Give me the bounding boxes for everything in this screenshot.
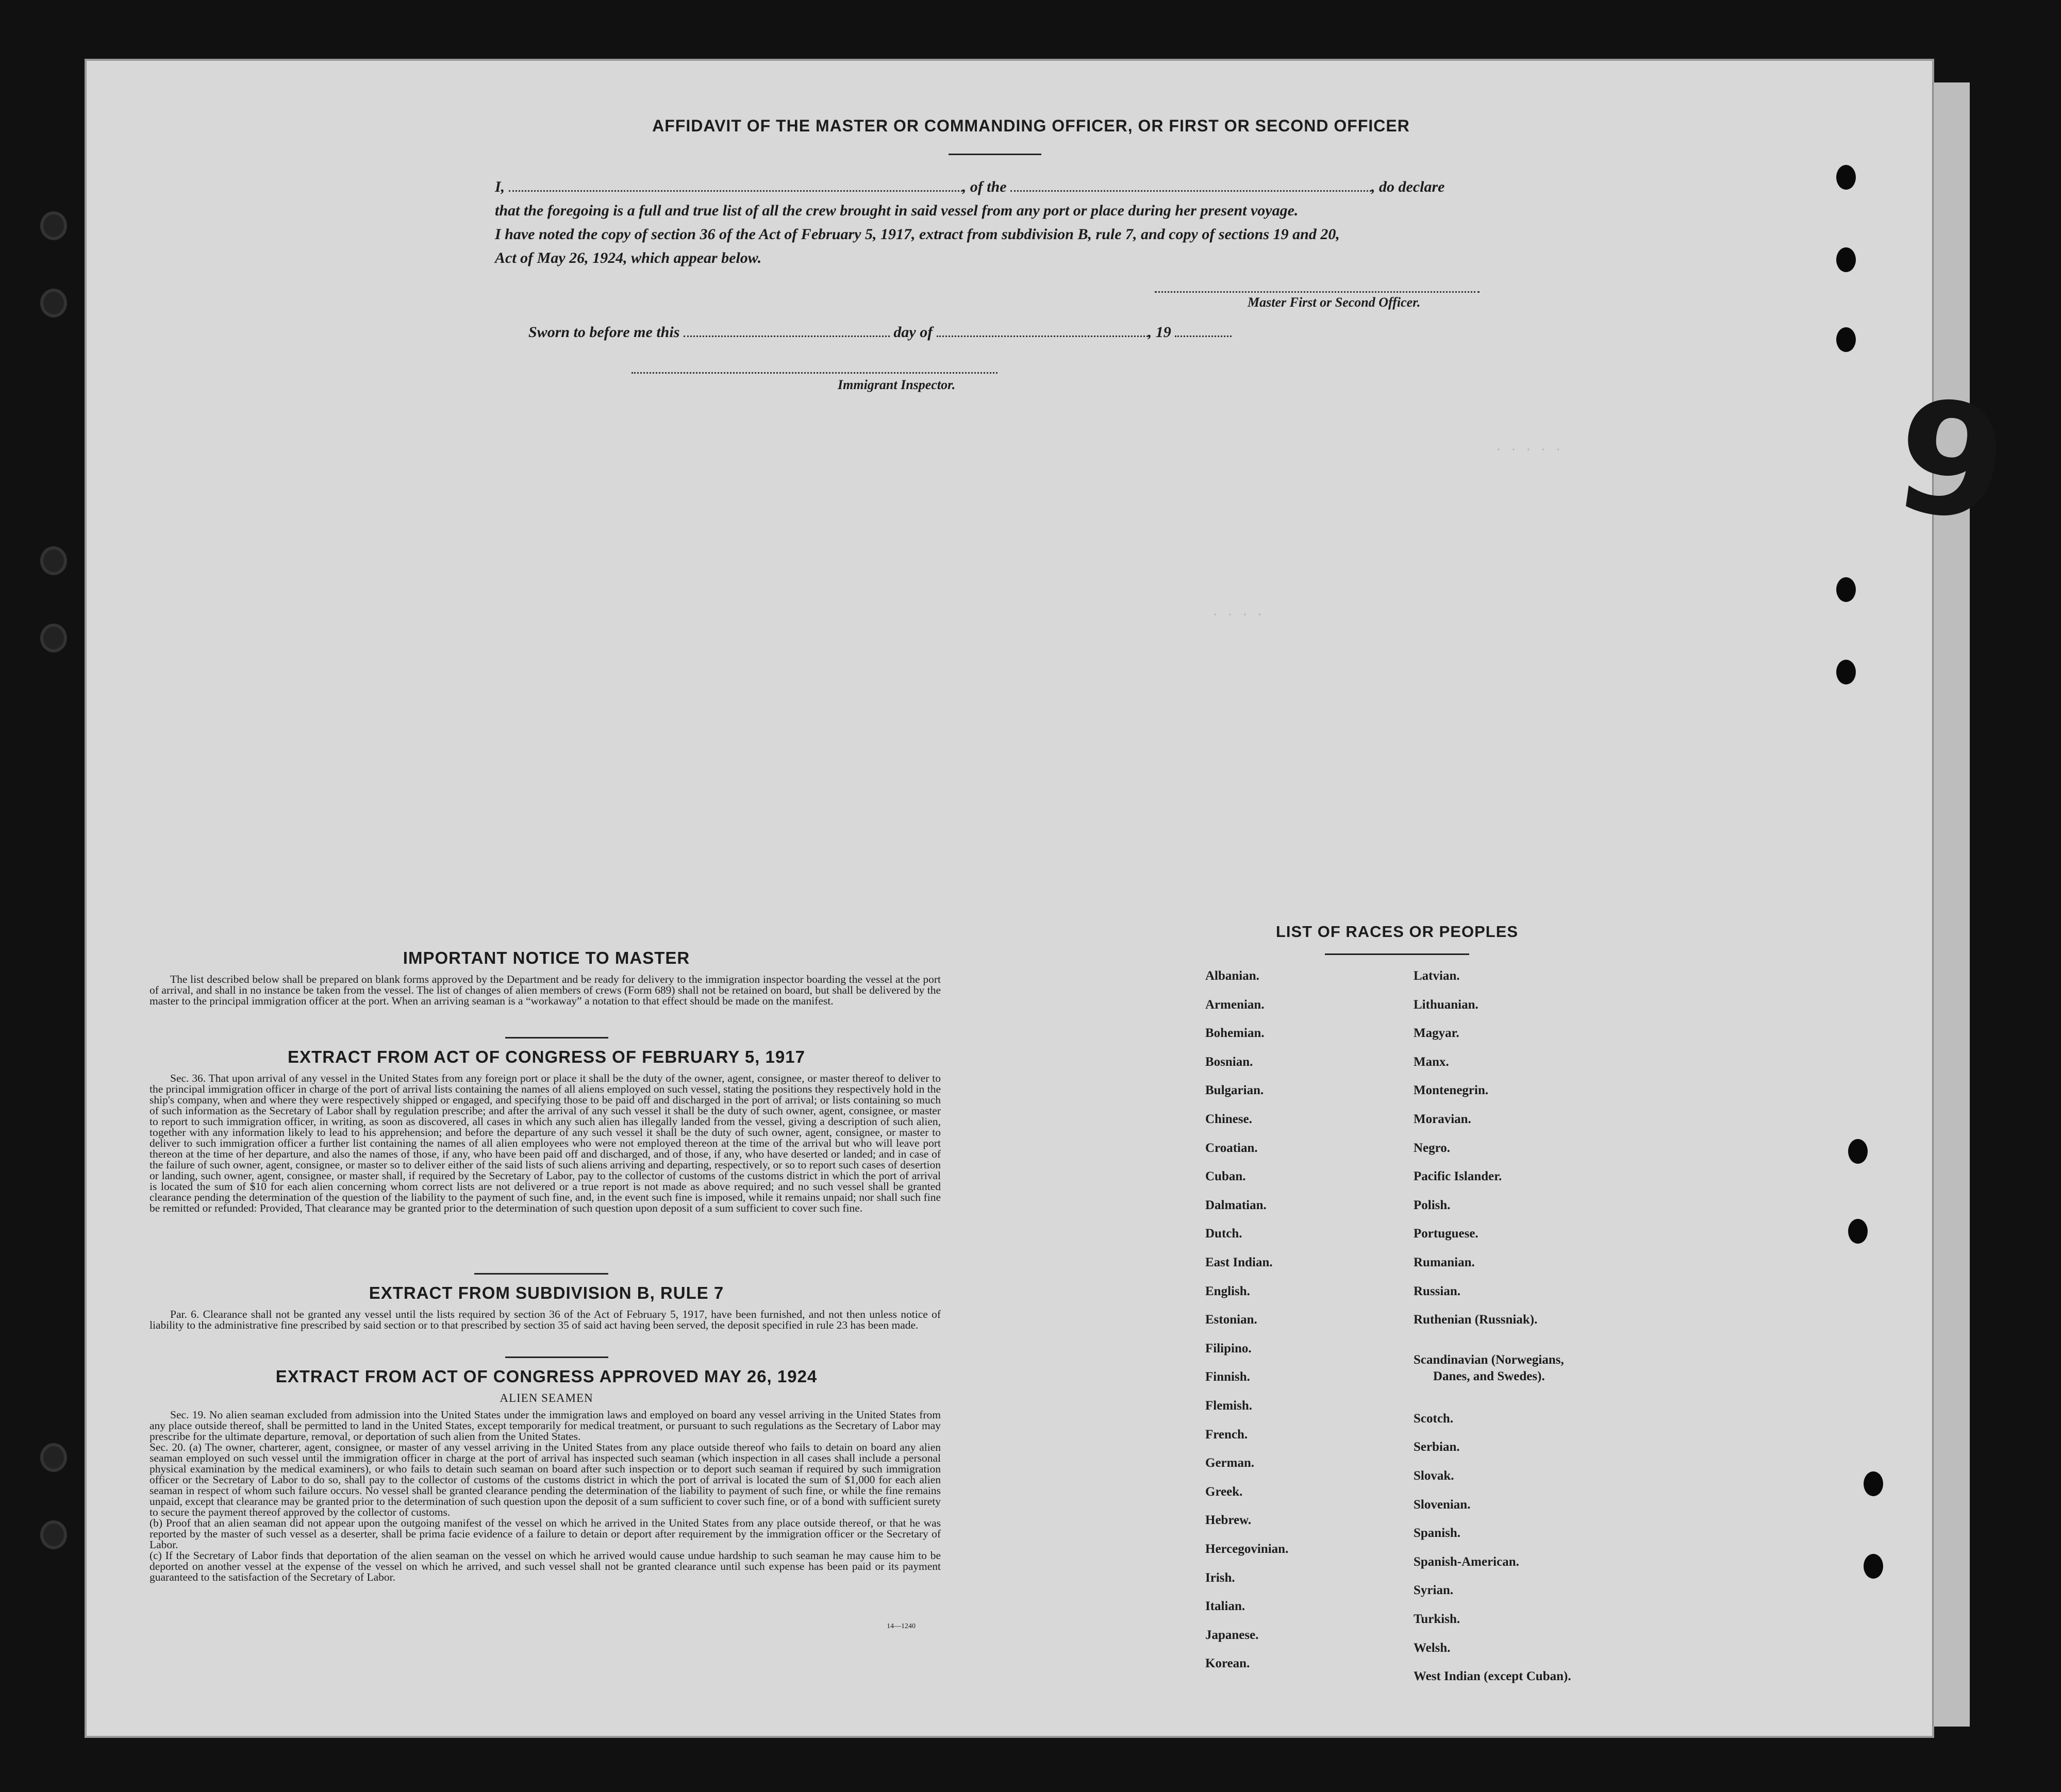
affidavit-declare: , do declare [1371,178,1445,195]
binder-ring [40,546,67,575]
race-item: Estonian. [1205,1313,1257,1327]
race-item: Manx. [1414,1054,1449,1069]
race-item: Danes, and Swedes). [1433,1369,1545,1383]
race-item: Chinese. [1205,1112,1252,1126]
binder-ring [40,624,67,652]
race-item: Portuguese. [1414,1227,1478,1241]
affidavit-of-the: , of the [962,178,1007,195]
race-item: Finnish. [1205,1370,1250,1384]
handwritten-number: 9 [1885,364,2017,558]
act-1924-subtitle: ALIEN SEAMEN [500,1392,593,1404]
race-item: Croatian. [1205,1141,1258,1155]
race-item: Moravian. [1414,1112,1471,1126]
act-1924-text: Sec. 19. No alien seaman excluded from admission into the United States under the immigration laws and employed on board any vessel arriving in the United States from any place outside thereof, shall be permitted to land in the United States, except temporarily for medical treatment, or pursuant to such regulations as the Secretary of Labor may prescribe for the ultimate departure, removal, or deportation of such alien from the United States. Sec. 20. (a) The owner, charterer, agent, consignee, or master of any vessel arriving in the United States from any place outside thereof who fails to detain on board any alien seaman employed on such vessel until the immigration officer in charge at the port of arrival has inspected such seaman (which inspection in all cases shall include a personal physical examination by the medical examiners), or who fails to detain such seaman on board after such inspection or to deport such seaman if required by such immigration officer or the Secretary of Labor to do so, shall pay to the collector of customs of the customs district in which the port of arrival is located the sum of $1,000 for each alien seaman in respect of whom such failure occurs. No vessel shall be granted clearance pending the determination of the liability to payment of such fine, or while the fine remains unpaid, except that clearance may be granted prior to the determination of such question upon the deposit of a sum sufficient to cover such fine, or of a bond with sufficient surety to secure the payment thereof approved by the collector of customs. (b) Proof that an alien seaman did not appear upon the outgoing manifest of the vessel on which he arrived in the United States from any place outside thereof, or that he was reported by the master of such vessel as a deserter, shall be prima facie evidence of a failure to detain or deport after requirement by the immigration officer or the Secretary of Labor. (c) If the Secretary of Labor finds that deportation of the alien seaman on the vessel on which he arrived would cause undue hardship to such seaman he may cause him to be deported on another vessel at the expense of the vessel on which he arrived, and such vessel shall not be granted clearance until such expense has been paid or its payment guaranteed to the satisfaction of the Secretary of Labor. [149,1409,941,1583]
affidavit-line4: Act of May 26, 1924, which appear below. [495,249,762,266]
race-item: Turkish. [1414,1612,1460,1626]
race-item: Latvian. [1414,969,1460,983]
affidavit-title: AFFIDAVIT OF THE MASTER OR COMMANDING OFFICER, OR FIRST OR SECOND OFFICER [652,116,1410,135]
race-item: Montenegrin. [1414,1083,1489,1098]
race-item: Welsh. [1414,1640,1451,1655]
race-item: Russian. [1414,1284,1461,1298]
punch-hole [1848,1219,1868,1244]
notice-text: The list described below shall be prepared on blank forms approved by the Department and be ready for delivery to the immigration inspector boarding the vessel at the port of arrival, and shall in no instance be taken from the vessel. The list of changes of alien members of crews (Form 689) shall not be retained on board, but shall be delivered by the master to the principal immigration officer at the port. When an arriving seaman is a “workaway” a notation to that effect should be made on the manifest. [149,973,941,1007]
race-item: Pacific Islander. [1414,1169,1502,1184]
act-1917-text: Sec. 36. That upon arrival of any vessel in the United States from any foreign port or place it shall be the duty of the owner, agent, consignee, or master thereof to deliver to the principal immigration officer in charge of the port of arrival lists containing the names of all aliens employed on such vessel, stating the positions they respectively hold in the ship's company, when and where they were respectively shipped or engaged, and specifying those to be paid off and discharged in the port of arrival; or lists containing so much of such information as the Secretary of Labor shall by regulation prescribe; and after the arrival of any such vessel it shall be the duty of such owner, agent, consignee, or master to report to such immigration officer, in writing, as soon as discovered, all cases in which any such alien has illegally landed from the vessel, giving a description of such alien, together with any information likely to lead to his apprehension; and before the departure of any such vessel it shall be the duty of such owner, agent, consignee, or master to deliver to such immigration officer a further list containing the names of all alien employees who were not employed thereon at the time of the arrival but who will leave port thereon at the time of her departure, and also the names of those, if any, who have been paid off and discharged, and of those, if any, who have deserted or landed; and in case of the failure of such owner, agent, consignee, or master so to deliver either of the said lists of such aliens arriving and departing, respectively, or so to report such cases of desertion or landing, such owner, agent, consignee, or master shall, if required by the Secretary of Labor, pay to the collector of customs of the customs district in which the port of arrival is located the sum of $10 for each alien concerning whom correct lists are not delivered or a true report is not made as above required; and no such vessel shall be granted clearance pending the determination of the question of the liability to the payment of such fine, and, in the event such fine is imposed, while it remains unpaid; nor shall such fine be remitted or refunded: Provided, That clearance may be granted prior to the determination of such question upon deposit of a sum sufficient to cover such fine. [149,1072,941,1214]
race-item: Filipino. [1205,1341,1252,1355]
race-item: East Indian. [1205,1255,1273,1269]
race-item: Armenian. [1205,997,1265,1012]
race-item: Albanian. [1205,969,1259,983]
divider [505,1356,608,1358]
race-item: Scandinavian (Norwegians, [1414,1352,1564,1367]
race-item: Rumanian. [1414,1255,1475,1269]
race-item: Dutch. [1205,1227,1242,1241]
races-title: LIST OF RACES OR PEOPLES [1275,923,1519,941]
race-item: Ruthenian (Russniak). [1414,1313,1538,1327]
race-item: French. [1205,1427,1248,1442]
race-item: English. [1205,1284,1250,1298]
punch-hole [1836,165,1856,190]
race-item: German. [1205,1456,1255,1470]
notice-title: IMPORTANT NOTICE TO MASTER [403,948,690,967]
bleed-through: · · · · [1211,608,1264,622]
bleed-through: · · · · · [1495,443,1562,457]
sworn-year-blank[interactable] [1175,326,1232,337]
punch-hole [1864,1471,1883,1496]
binder-ring [40,1443,67,1472]
rule7-text: Par. 6. Clearance shall not be granted any vessel until the lists required by section 36 of the Act of February 5, 1917, have been furnished, and not then unless notice of liability to the administrative fine prescribed by said section or to that prescribed by section 35 of said act having been served, the deposit specified in rule 23 has been made. [149,1308,941,1331]
affidavit-i: I, [495,178,505,195]
inspector-label: Immigrant Inspector. [838,377,956,392]
race-item: Slovenian. [1414,1497,1471,1512]
sworn-label: Sworn to before me this [528,324,680,341]
race-item: Spanish-American. [1414,1554,1519,1569]
sworn-line [528,321,1302,344]
race-item: Magyar. [1414,1026,1459,1041]
master-signature-line[interactable] [1155,286,1480,293]
form-number: 14—1240 [887,1622,916,1630]
race-item: Slovak. [1414,1469,1454,1483]
inspector-signature-line[interactable] [631,367,998,374]
sworn-day-blank[interactable] [684,326,890,337]
race-item: Flemish. [1205,1399,1252,1413]
sworn-month-blank[interactable] [937,326,1148,337]
act-1917-title: EXTRACT FROM ACT OF CONGRESS OF FEBRUARY 5, 1917 [288,1047,805,1066]
race-item: Syrian. [1414,1583,1454,1598]
race-item: Lithuanian. [1414,997,1478,1012]
race-item: Scotch. [1414,1411,1454,1426]
race-item: Negro. [1414,1141,1451,1155]
master-signature-label: Master First or Second Officer. [1248,295,1421,310]
punch-hole [1836,327,1856,352]
divider [1325,953,1469,955]
affidavit-line2: that the foregoing is a full and true list of all the crew brought in said vessel from any port or place during her present voyage. [495,202,1299,219]
divider [505,1037,608,1039]
page-edge [1932,82,1970,1727]
race-item: Italian. [1205,1599,1245,1614]
race-item: Korean. [1205,1656,1250,1671]
punch-hole [1836,247,1856,272]
race-item: Bulgarian. [1205,1083,1264,1098]
race-item: Cuban. [1205,1169,1246,1184]
punch-hole [1848,1139,1868,1164]
punch-hole [1836,660,1856,684]
punch-hole [1864,1554,1883,1579]
race-item: Hebrew. [1205,1513,1252,1528]
race-item: Hercegovinian. [1205,1542,1289,1556]
punch-hole [1836,577,1856,602]
binder-ring [40,1520,67,1549]
name-blank[interactable] [509,181,962,192]
affidavit-line3: I have noted the copy of section 36 of the Act of February 5, 1917, extract from subdivision B, rule 7, and copy of sections 19 and 20, [495,226,1340,243]
race-item: Dalmatian. [1205,1198,1267,1212]
divider [949,154,1041,155]
affidavit-line1 [495,175,1557,199]
race-item: Bosnian. [1205,1054,1253,1069]
act-1924-title: EXTRACT FROM ACT OF CONGRESS APPROVED MAY 26, 1924 [275,1367,818,1386]
race-item: Polish. [1414,1198,1451,1212]
race-item: Bohemian. [1205,1026,1265,1041]
race-item: Spanish. [1414,1526,1461,1540]
year-label: , 19 [1148,324,1171,341]
binder-ring [40,289,67,317]
race-item: West Indian (except Cuban). [1414,1669,1571,1684]
binder-ring [40,211,67,240]
race-item: Serbian. [1414,1440,1460,1454]
race-item: Irish. [1205,1570,1235,1585]
rule7-title: EXTRACT FROM SUBDIVISION B, RULE 7 [369,1283,724,1302]
vessel-blank[interactable] [1010,181,1371,192]
race-item: Japanese. [1205,1628,1259,1642]
day-of-label: day of [893,324,933,341]
divider [474,1273,608,1275]
race-item: Greek. [1205,1484,1243,1499]
